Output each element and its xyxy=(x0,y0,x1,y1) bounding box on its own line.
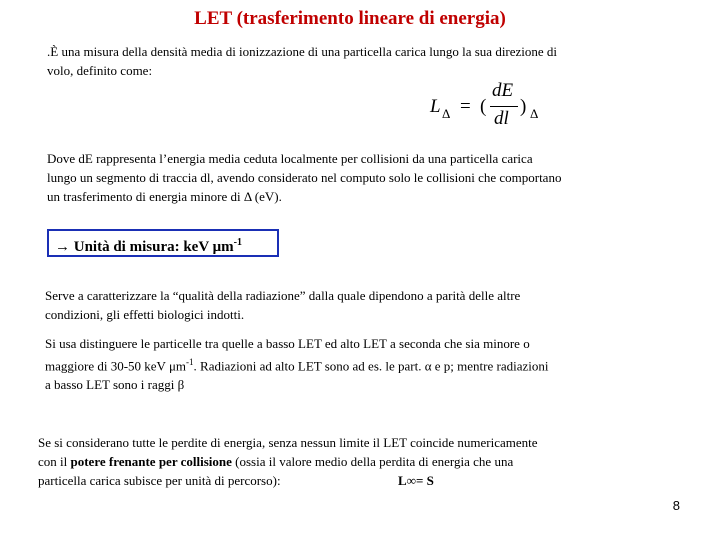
stopping-line-3-text: particella carica subisce per unità di percorso): xyxy=(38,473,281,488)
let-formula xyxy=(428,80,548,136)
stopping-line-2 xyxy=(38,452,678,471)
formula-rhs-subscript: Δ xyxy=(530,106,539,121)
stopping-line-3 xyxy=(38,471,678,490)
page-number: 8 xyxy=(672,498,680,513)
intro-line-1: .È una misura della densità media di ionizzazione di una particella carica lungo la sua direzione di xyxy=(47,44,558,59)
distinction-exponent: -1 xyxy=(186,357,194,367)
formula-lhs-subscript: Δ xyxy=(442,106,451,121)
stopping-formula: L∞= S xyxy=(398,473,434,488)
units-text: Unità di misura: keV μm xyxy=(73,239,234,255)
quality-line-2: condizioni, gli effetti biologici indotti. xyxy=(45,307,245,322)
intro-paragraph xyxy=(47,42,687,80)
stopping-line-2a: con il xyxy=(38,454,71,469)
units-box xyxy=(47,229,279,257)
formula-lhs: L xyxy=(430,96,441,117)
stopping-line-1: Se si considerano tutte le perdite di energia, senza nessun limite il LET coincide numericamente xyxy=(38,435,538,450)
definition-paragraph xyxy=(47,149,687,206)
slide-title: LET (trasferimento lineare di energia) xyxy=(194,8,506,29)
arrow-right-icon: → xyxy=(55,239,70,255)
stopping-paragraph xyxy=(38,433,678,490)
formula-close-paren: ) xyxy=(520,96,527,117)
stopping-term: potere frenante per collisione xyxy=(70,454,232,469)
distinction-line-2b: . Radiazioni ad alto LET sono ad es. le part. α e p; mentre radiazioni xyxy=(193,358,549,374)
definition-line-3: un trasferimento di energia minore di Δ (eV). xyxy=(47,189,282,204)
definition-line-1: Dove dE rappresenta l’energia media ceduta localmente per collisioni da una particella carica xyxy=(47,151,533,166)
formula-equals: = xyxy=(460,96,471,117)
quality-line-1: Serve a caratterizzare la “qualità della radiazione” dalla quale dipendono a parità delle altre xyxy=(45,288,521,303)
formula-numerator: dE xyxy=(492,80,514,101)
distinction-line-2a: maggiore di 30-50 keV μm xyxy=(45,358,187,374)
quality-paragraph xyxy=(45,286,667,324)
formula-open-paren: ( xyxy=(480,96,487,117)
stopping-line-2b: (ossia il valore medio della perdita di energia che una xyxy=(231,454,514,469)
units-exponent: -1 xyxy=(233,237,242,248)
distinction-line-2 xyxy=(45,353,675,375)
distinction-paragraph xyxy=(45,334,675,394)
formula-fraction-bar xyxy=(490,106,518,107)
definition-line-2: lungo un segmento di traccia dl, avendo considerato nel computo solo le collisioni che comportano xyxy=(47,170,562,185)
distinction-line-1: Si usa distinguere le particelle tra quelle a basso LET ed alto LET a seconda che sia minore o xyxy=(45,336,530,351)
intro-line-2: volo, definito come: xyxy=(47,63,153,78)
formula-denominator: dl xyxy=(494,108,509,129)
distinction-line-3: a basso LET sono i raggi β xyxy=(45,377,185,393)
